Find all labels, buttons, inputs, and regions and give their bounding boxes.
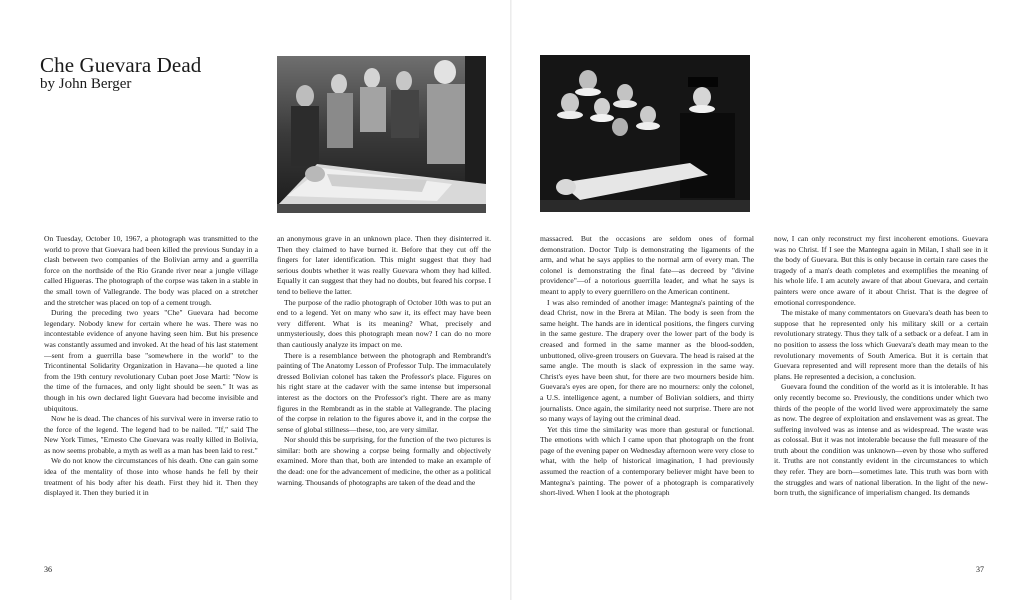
page-number-right: 37 bbox=[976, 565, 984, 574]
paragraph: Now he is dead. The chances of his survival were in inverse ratio to the force of the legend. The legend had to be nailed. "If," said The New York Times, "Ernesto Che Guevara was really killed in Bolivia, as now seems probable, a myth as well as a man has been laid to rest." bbox=[44, 414, 258, 455]
text-column-4 bbox=[774, 234, 988, 560]
paragraph: We do not know the circumstances of his death. One can gain some idea of the mentality of those into whose hands he fell by their treatment of his body after his death. First they hid it. Then they displayed it. Then they buried it in bbox=[44, 456, 258, 498]
paragraph: The mistake of many commentators on Guevara's death has been to suppose that he represented only his military skill or a certain revolutionary strategy. Thus they talk of a setback or a defeat. I am in no position to assess the loss which Guevara's death may mean to the revolutionary movements of South America. But it is certain that Guevara represented and will represent more than the details of his plans. He represented a decision, a conclusion. bbox=[774, 308, 988, 381]
paragraph: now, I can only reconstruct my first incoherent emotions. Guevara was no Christ. If I see the Mantegna again in Milan, I shall see in it the body of Guevara. But this is only because in certain rare cases the tragedy of a man's death completes and exemplifies the meaning of his whole life. I am acutely aware of that about Guevara, and certain painters were once aware of it about Christ. That is the degree of emotional correspondence. bbox=[774, 234, 988, 307]
article-title: Che Guevara Dead bbox=[40, 53, 202, 77]
paragraph: On Tuesday, October 10, 1967, a photograph was transmitted to the world to prove that Guevara had been killed the previous Sunday in a clash between two companies of the Bolivian army and a guerrilla force on the northside of the Rio Grande river near a jungle village called Higueras. The photograph of the corpse was taken in a stable in the small town of Vallegrande. The body was placed on a stretcher and the stretcher was placed on top of a cement trough. bbox=[44, 234, 258, 307]
paragraph: During the preceding two years "Che" Guevara had become legendary. Nobody knew for certain where he was. There was no incontestable evidence of anyone having seen him. But his presence was constantly assumed and invoked. At the head of his last statement—sent from a guerrilla base "somewhere in the world" to the Tricontinental Solidarity Organization in Havana—he quoted a line from the 19th century revolutionary Cuban poet Jose Marti: "Now is the time of the furnaces, and only light should be seen." It was as though in his own declared light Guevara had become invisible and ubiquitous. bbox=[44, 308, 258, 413]
paragraph: an anonymous grave in an unknown place. Then they disinterred it. Then they claimed to have burned it. Before that they cut off the fingers for later identification. This might suggest that they had serious doubts whether it was really Guevara whom they had killed. Equally it can suggest that they had no doubts, but feared his corpse. I tend to believe the latter. bbox=[277, 234, 491, 296]
paragraph: Nor should this be surprising, for the function of the two pictures is similar: both are showing a corpse being formally and objectively examined. More than that, both are intended to make an example of the dead: one for the advancement of medicine, the other as a political warning. Thousands of photographs are taken of the dead and the bbox=[277, 435, 491, 487]
paragraph: There is a resemblance between the photograph and Rembrandt's painting of The Anatomy Lesson of Professor Tulp. The immaculately dressed Bolivian colonel has taken the Professor's place. Figures on his right stare at the cadaver with the same intense but impersonal interest as the doctors on the Professor's right. There are as many figures in the Rembrandt as in the stable at Vallegrande. The placing of the corpse in relation to the figures above it, and in the corpse the sense of global stillness—these, too, are very similar. bbox=[277, 350, 491, 434]
article-byline: by John Berger bbox=[40, 76, 132, 92]
photo-bolivian-officers-with-corpse bbox=[277, 56, 486, 213]
text-column-3 bbox=[540, 234, 754, 560]
paragraph: Guevara found the condition of the world as it is intolerable. It has only recently become so. Previously, the conditions under which two thirds of the people of the world lived were approximately the same as now. The degree of exploitation and enslavement was as great. The suffering involved was as intense and as widespread. The waste was as colossal. But it was not intolerable because the full measure of the truth about the condition was unknown—even by those who suffered it. Truths are not constantly evident in the circumstances to which they refer. They are born—sometimes late. This truth was born with the struggles and wars of national liberation. In the light of the new-born truth, the significance of imperialism changed. Its demands bbox=[774, 382, 988, 498]
page-gutter bbox=[510, 0, 512, 600]
paragraph: Yet this time the similarity was more than gestural or functional. The emotions with which I came upon that photograph on the front page of the evening paper on Wednesday afternoon were very close to what, with the help of historical imagination, I had previously assumed the reaction of a contemporary believer might have been to Mantegna's painting. The power of a photograph is comparatively short-lived. When I look at the photograph bbox=[540, 424, 754, 498]
page-number-left: 36 bbox=[44, 565, 52, 574]
photo-rembrandt-anatomy-lesson bbox=[540, 55, 750, 212]
paragraph: massacred. But the occasions are seldom ones of formal demonstration. Doctor Tulp is demonstrating the ligaments of the arm, and what he says applies to the normal arm of every man. The colonel is demonstrating the final fate—as decreed by "divine providence"—of a notorious guerrilla leader, and what he says is meant to apply to every guerrillero on the American continent. bbox=[540, 234, 754, 296]
paragraph: The purpose of the radio photograph of October 10th was to put an end to a legend. Yet on many who saw it, its effect may have been very different. What is its meaning? What, precisely and unmysteriously, does this photograph mean now? I can do no more than cautiously analyze its impact on me. bbox=[277, 297, 491, 349]
text-column-1 bbox=[44, 234, 258, 560]
paragraph: I was also reminded of another image: Mantegna's painting of the dead Christ, now in the Brera at Milan. The body is seen from the same height. The hands are in identical positions, the fingers curving in the same gesture. The drapery over the lower part of the body is creased and formed in the same manner as the blood-sodden, unbuttoned, olive-green trousers on Guevara. The head is raised at the same angle. The mouth is slack of expression in the same way. Christ's eyes have been shut, for there are two mourners beside him. Guevara's eyes are open, for there are no mourners: only the colonel, a U.S. intelligence agent, a number of Bolivian soldiers, and thirty journalists. Once again, the similarity need not surprise. There are not so many ways of laying out the criminal dead. bbox=[540, 297, 754, 424]
text-column-2 bbox=[277, 234, 491, 560]
